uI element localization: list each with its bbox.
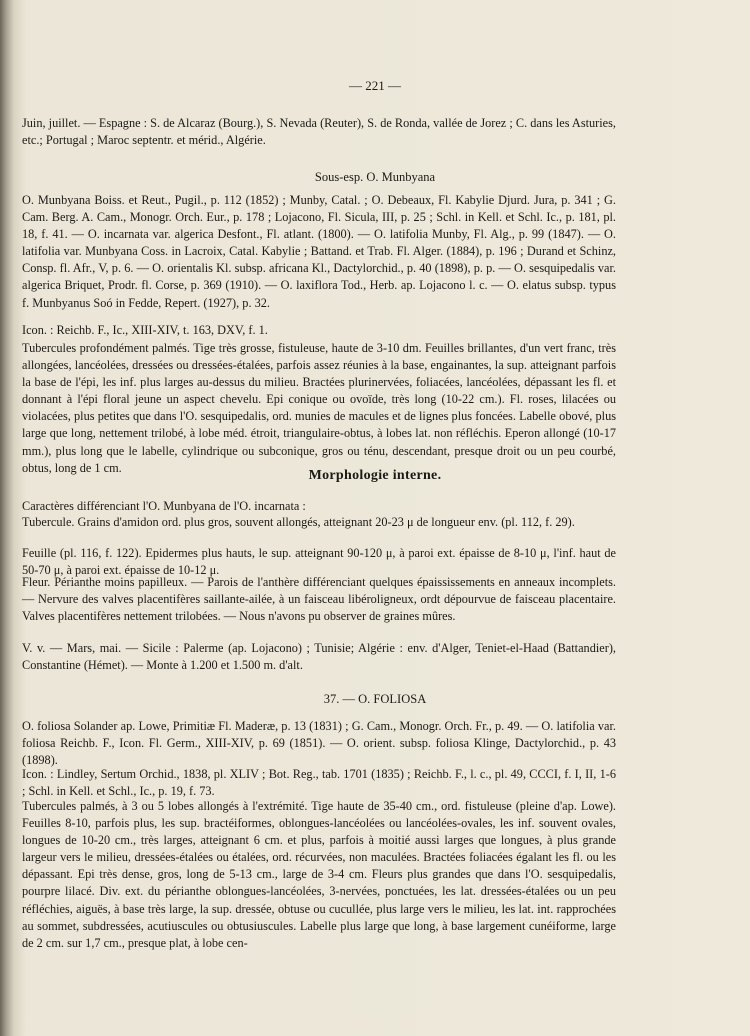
intro-paragraph: Juin, juillet. — Espagne : S. de Alcaraz (Bourg.), S. Nevada (Reuter), S. de Ronda, vallée de Jorez ; C. dans les Asturies, etc.; Portugal ; Maroc septentr. et mérid., Algérie. (22, 116, 616, 148)
morphology-tubercule: Tubercule. Grains d'amidon ord. plus gros, souvent allongés, atteignant 20-23 μ de longueur env. (pl. 112, f. 29). (22, 515, 575, 529)
icon-reference-2: Icon. : Lindley, Sertum Orchid., 1838, pl. XLIV ; Bot. Reg., tab. 1701 (1835) ; Reichb. F., l. c., pl. 49, CCCI, f. I, II, 1-6 ; Schl. in Kell. et Schl., Ic., p. 19, f. 73. (22, 767, 616, 799)
morphology-fleur: Fleur. Périanthe moins papilleux. — Parois de l'anthère différenciant quelques épaississements en anneaux incomplets. — Nervure des valves placentifères saillante-ailée, à un faisceau libéroligneux, ordt dépourvue de faisceau placentaire. Valves placentifères nettement trilobées. — Nous n'avons pu observer de graines mûres. (22, 575, 616, 624)
icon-reference-1: Icon. : Reichb. F., Ic., XIII-XIV, t. 163, DXV, f. 1. (22, 323, 268, 337)
synonymy-paragraph-2: O. foliosa Solander ap. Lowe, Primitiæ Fl. Maderæ, p. 13 (1831) ; G. Cam., Monogr. Orch. Fr., p. 49. — O. latifolia var. foliosa Reichb. F., Icon. Fl. Germ., XIII-XIV, p. 69 (1851). — O. orient. subsp. foliosa Klinge, Dactylorchid., p. 43 (1898). (22, 719, 616, 768)
morphology-heading: Morphologie interne. (308, 468, 442, 483)
synonymy-paragraph-1: O. Munbyana Boiss. et Reut., Pugil., p. 112 (1852) ; Munby, Catal. ; O. Debeaux, Fl. Kabylie Djurd. Jura, p. 341 ; G. Cam. Berg. A. Cam., Monogr. Orch. Eur., p. 178 ; Lojacono, Fl. Sicula, III, p. 25 ; Schl. in Kell. et Schl. Ic., p. 181, pl. 18, f. 41. — O. incarnata var. algerica Desfont., Fl. atlant. (1800). — O. latifolia Munby, Fl. Alg., p. 99 (1847). — O. latifolia var. Munbyana Coss. in Lacroix, Catal. Kabylie ; Battand. et Trab. Fl. Alger. (1884), p. 196 ; Durand et Schinz, Consp. fl. Afr., V, p. 6. — O. orientalis Kl. subsp. africana Kl., Dactylorchid., p. 40 (1898), p. p. — O. sesquipedalis var. algerica Briquet, Prodr. fl. Corse, p. 369 (1910). — O. laxiflora Tod., Herb. ap. Lojacono l. c. — O. elatus subsp. typus f. Munbyanus Soó in Fedde, Repert. (1927), p. 32. (22, 193, 616, 310)
morphology-intro: Caractères différenciant l'O. Munbyana de l'O. incarnata : (22, 499, 306, 513)
distribution-paragraph: V. v. — Mars, mai. — Sicile : Palerme (ap. Lojacono) ; Tunisie; Algérie : env. d'Alger, Teniet-el-Haad (Battandier), Constantine (Hémet). — Monte à 1.200 et 1.500 m. d'alt. (22, 641, 616, 673)
page-number: — 221 — (349, 78, 401, 93)
description-paragraph-1: Tubercules profondément palmés. Tige très grosse, fistuleuse, haute de 3-10 dm. Feuilles brillantes, d'un vert franc, très allongées, lancéolées, dressées ou dressées-étalées, parfois assez réunies à la base, engainantes, la sup. atteignant parfois la base de l'épi, les inf. plus larges au-dessus du milieu. Bractées plurinervées, foliacées, lancéolées, dépassant les fl. et donnant à l'épi floral jeune un aspect chevelu. Epi conique ou ovoïde, très long (10-22 cm.). Fl. roses, lilacées ou violacées, plus petites que dans l'O. sesquipedalis, ord. munies de macules et de lignes plus foncées. Labelle obové, plus large que long, nettement trilobé, à lobe méd. étroit, triangulaire-obtus, à lobes lat. non réfléchis. Eperon allongé (10-17 mm.), plus long que le labelle, cylindrique ou subconique, gros ou ténu, descendant, presque droit ou un peu courbé, obtus, long de 1 cm. (22, 341, 616, 475)
description-paragraph-2: Tubercules palmés, à 3 ou 5 lobes allongés à l'extrémité. Tige haute de 35-40 cm., ord. fistuleuse (pleine d'ap. Lowe). Feuilles 8-10, parfois plus, les sup. bractéiformes, oblongues-lancéolées ou lancéolées-ovales, les inf. souvent ovales, longues de 10-20 cm., très larges, atteignant 6 cm. et plus, parfois à moitié aussi larges que longues, à plus grande largeur vers le milieu, dressées-étalées ou étalées, ord. récurvées, non maculées. Bractées foliacées égalant les fl. ou les dépassant. Epi très dense, gros, long de 5-13 cm., large de 3-4 cm. Fleurs plus grandes que dans l'O. sesquipedalis, pourpre lilacé. Div. ext. du périanthe oblongues-lancéolées, 3-nervées, ponctuées, les lat. dressées-étalées ou un peu réfléchies, aiguës, à base très large, la sup. dressée, obtuse ou cucullée, plus large vers le milieu, les lat. int. rapprochées au sommet, subdressées, acutiuscules ou obtusiuscules. Labelle plus large que long, à base largement cunéiforme, large de 2 cm. sur 1,7 cm., presque plat, à lobe cen- (22, 799, 616, 950)
species-heading: 37. — O. FOLIOSA (323, 692, 427, 706)
morphology-feuille: Feuille (pl. 116, f. 122). Epidermes plus hauts, le sup. atteignant 90-120 μ, à paroi ext. épaisse de 8-10 μ, l'inf. haut de 50-70 μ, à paroi ext. épaisse de 10-12 μ. (22, 546, 616, 578)
subspecies-heading: Sous-esp. O. Munbyana (314, 170, 436, 184)
